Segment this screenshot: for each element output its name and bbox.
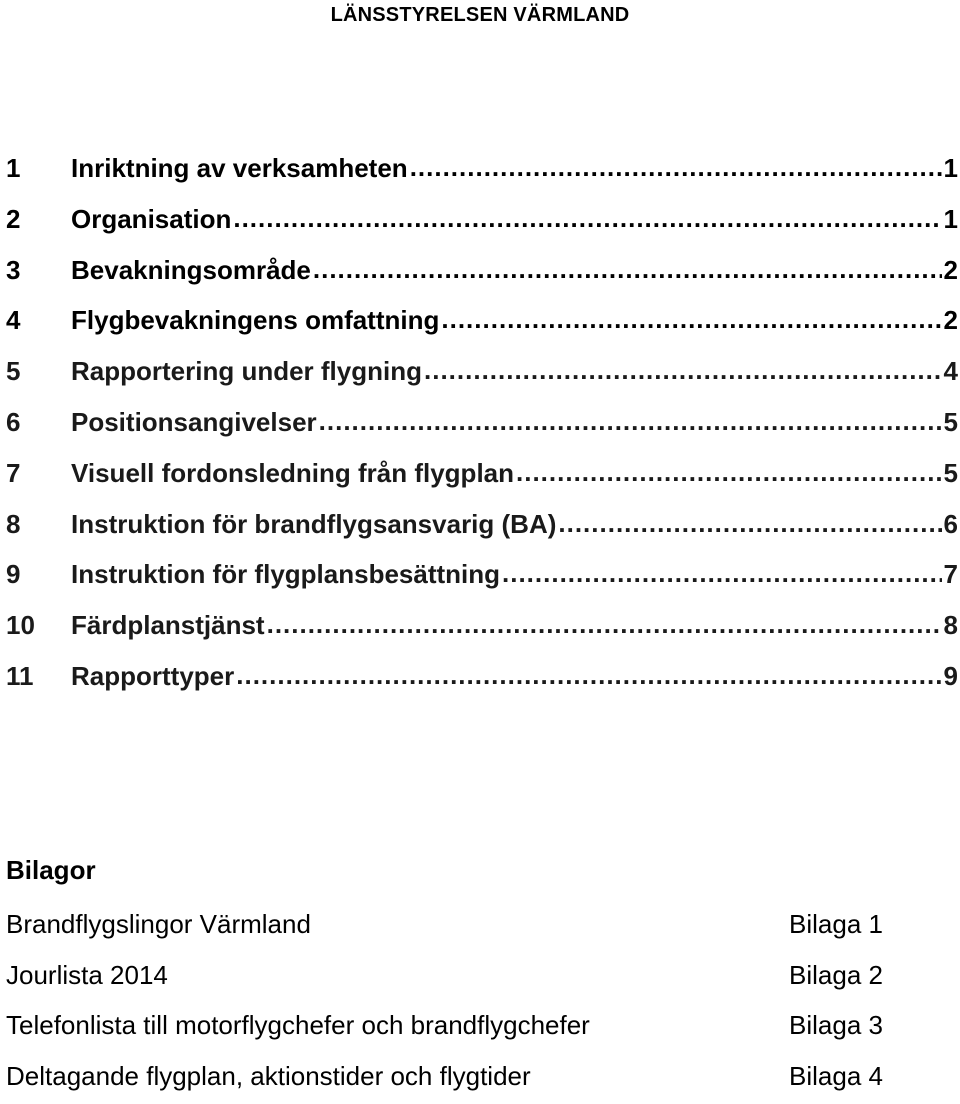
toc-entry[interactable] bbox=[6, 453, 960, 504]
toc-entry[interactable] bbox=[6, 554, 960, 605]
toc-entry[interactable] bbox=[6, 199, 960, 250]
toc-entry-title: Flygbevakningens omfattning bbox=[71, 300, 439, 340]
toc-entry-title: Organisation bbox=[71, 199, 231, 239]
toc-dot-leader bbox=[410, 148, 942, 187]
toc-entry-number: 2 bbox=[6, 199, 71, 239]
attachments-heading: Bilagor bbox=[6, 855, 96, 886]
attachment-reference: Bilaga 2 bbox=[789, 953, 883, 997]
attachment-name: Telefonlista till motorflygchefer och brandflygchefer bbox=[6, 1003, 590, 1047]
toc-dot-leader bbox=[313, 250, 942, 289]
attachment-row bbox=[6, 1003, 960, 1054]
attachments-list bbox=[6, 902, 960, 1104]
toc-entry-page: 5 bbox=[944, 453, 960, 493]
attachment-row bbox=[6, 1054, 960, 1104]
toc-entry-title: Rapportering under flygning bbox=[71, 351, 422, 391]
toc-entry-number: 1 bbox=[6, 148, 71, 188]
attachment-row bbox=[6, 902, 960, 953]
toc-entry-page: 8 bbox=[944, 605, 960, 645]
toc-entry[interactable] bbox=[6, 504, 960, 555]
attachment-reference: Bilaga 3 bbox=[789, 1003, 883, 1047]
toc-dot-leader bbox=[516, 453, 942, 492]
toc-entry-number: 9 bbox=[6, 554, 71, 594]
toc-dot-leader bbox=[558, 504, 941, 543]
toc-entry-title: Färdplanstjänst bbox=[71, 605, 265, 645]
toc-entry-title: Instruktion för flygplansbesättning bbox=[71, 554, 500, 594]
toc-entry-title: Bevakningsområde bbox=[71, 250, 311, 290]
toc-entry[interactable] bbox=[6, 300, 960, 351]
toc-entry-number: 8 bbox=[6, 504, 71, 544]
toc-entry[interactable] bbox=[6, 351, 960, 402]
toc-entry-title: Inriktning av verksamheten bbox=[71, 148, 408, 188]
toc-dot-leader bbox=[236, 656, 941, 695]
toc-entry-page: 7 bbox=[944, 554, 960, 594]
page-header-title: LÄNSSTYRELSEN VÄRMLAND bbox=[0, 4, 960, 27]
toc-entry-page: 1 bbox=[944, 148, 960, 188]
toc-entry-title: Positionsangivelser bbox=[71, 402, 317, 442]
toc-entry-title: Rapporttyper bbox=[71, 656, 234, 696]
toc-dot-leader bbox=[502, 554, 942, 593]
table-of-contents bbox=[6, 148, 960, 707]
toc-entry-number: 3 bbox=[6, 250, 71, 290]
toc-entry[interactable] bbox=[6, 250, 960, 301]
toc-entry[interactable] bbox=[6, 148, 960, 199]
toc-entry-number: 5 bbox=[6, 351, 71, 391]
attachment-name: Jourlista 2014 bbox=[6, 953, 168, 997]
toc-entry-page: 5 bbox=[944, 402, 960, 442]
toc-entry[interactable] bbox=[6, 402, 960, 453]
toc-entry-page: 4 bbox=[944, 351, 960, 391]
toc-entry[interactable] bbox=[6, 656, 960, 707]
attachment-reference: Bilaga 4 bbox=[789, 1054, 883, 1098]
toc-entry-page: 2 bbox=[944, 250, 960, 290]
toc-entry-number: 7 bbox=[6, 453, 71, 493]
toc-dot-leader bbox=[441, 300, 941, 339]
toc-entry-title: Visuell fordonsledning från flygplan bbox=[71, 453, 514, 493]
attachment-row bbox=[6, 953, 960, 1004]
toc-entry-page: 1 bbox=[944, 199, 960, 239]
toc-dot-leader bbox=[233, 199, 941, 238]
toc-entry-page: 2 bbox=[944, 300, 960, 340]
attachment-name: Deltagande flygplan, aktionstider och flygtider bbox=[6, 1054, 531, 1098]
attachment-reference: Bilaga 1 bbox=[789, 902, 883, 946]
toc-entry-page: 9 bbox=[944, 656, 960, 696]
toc-entry[interactable] bbox=[6, 605, 960, 656]
toc-dot-leader bbox=[267, 605, 942, 644]
toc-entry-number: 10 bbox=[6, 605, 71, 645]
toc-entry-page: 6 bbox=[944, 504, 960, 544]
attachment-name: Brandflygslingor Värmland bbox=[6, 902, 311, 946]
toc-entry-number: 4 bbox=[6, 300, 71, 340]
toc-dot-leader bbox=[319, 402, 942, 441]
toc-entry-number: 11 bbox=[6, 656, 71, 696]
toc-entry-title: Instruktion för brandflygsansvarig (BA) bbox=[71, 504, 556, 544]
toc-entry-number: 6 bbox=[6, 402, 71, 442]
toc-dot-leader bbox=[424, 351, 942, 390]
